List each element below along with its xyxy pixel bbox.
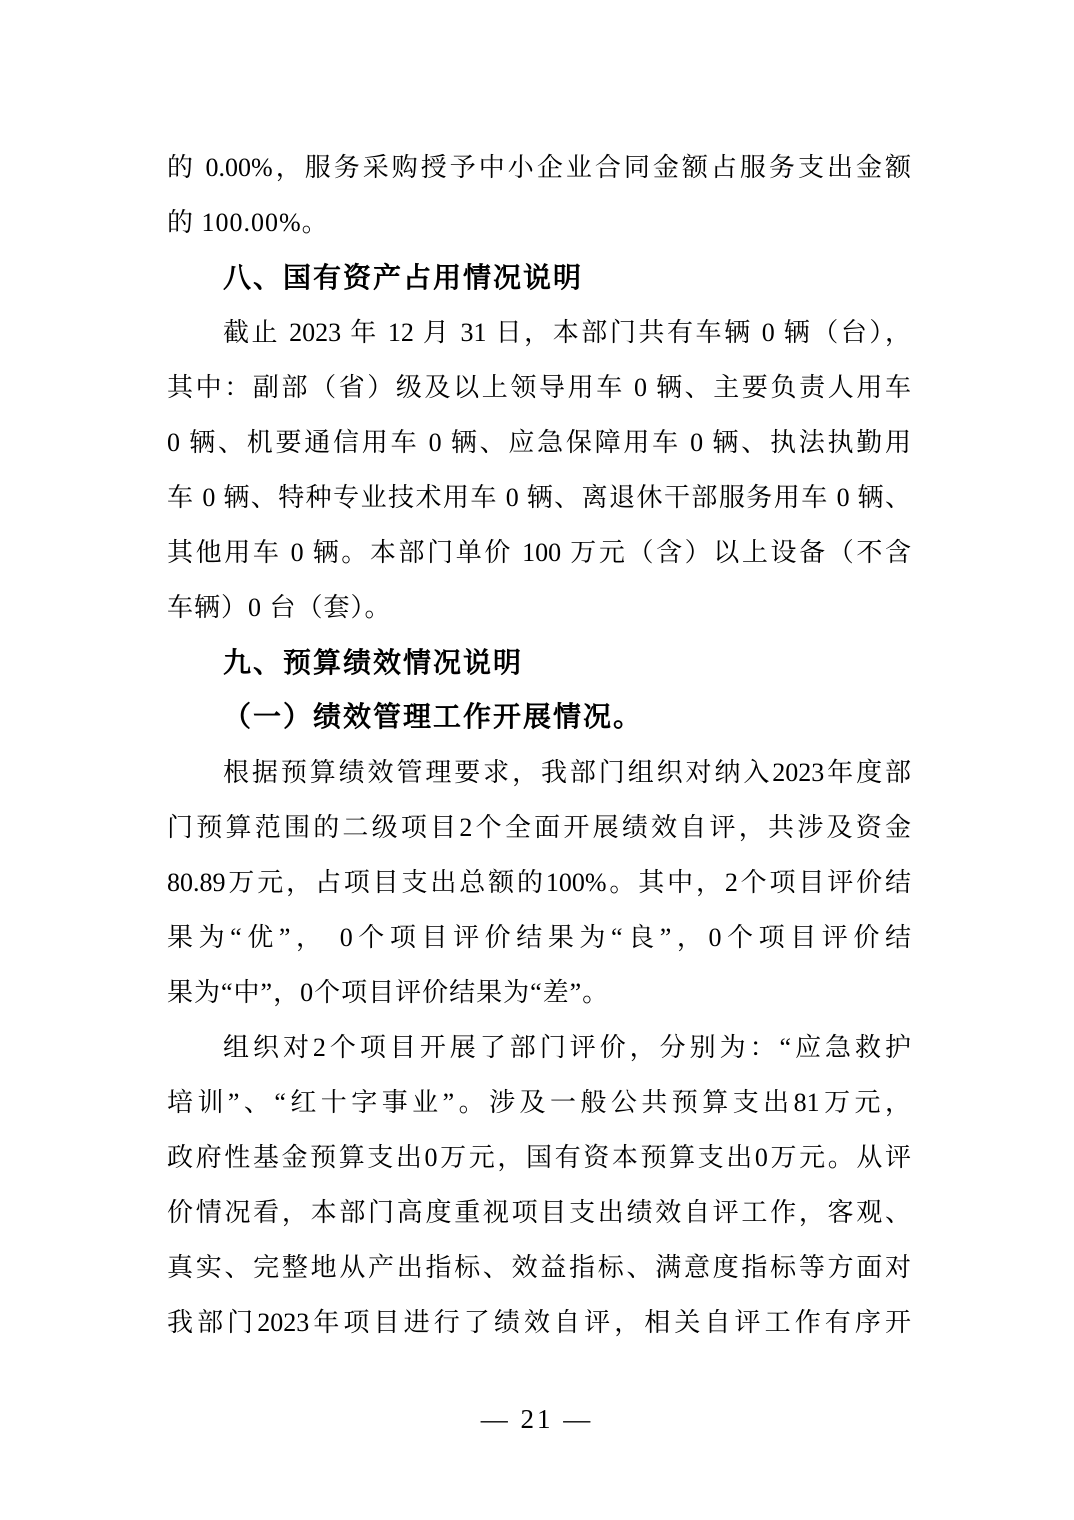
body-text-line: 根据预算绩效管理要求，我部门组织对纳入2023年度部 <box>223 758 911 787</box>
document-body <box>167 140 911 1350</box>
body-text-line: 果为“优”， 0个项目评价结果为“良”，0个项目评价结 <box>167 923 911 952</box>
body-text-line: 真实、完整地从产出指标、效益指标、满意度指标等方面对 <box>167 1253 911 1282</box>
body-text-line: 的 0.00%，服务采购授予中小企业合同金额占服务支出金额 <box>167 153 911 182</box>
body-text-line: 门预算范围的二级项目2个全面开展绩效自评，共涉及资金 <box>167 813 911 842</box>
heading-budget-performance: 九、预算绩效情况说明 <box>223 647 524 678</box>
body-text-line: 其中：副部（省）级及以上领导用车 0 辆、主要负责人用车 <box>167 373 911 402</box>
subheading-performance-mgmt: （一）绩效管理工作开展情况。 <box>223 702 644 733</box>
heading-state-assets-section: 八、国有资产占用情况说明 <box>223 262 584 293</box>
body-text-line: 其他用车 0 辆。本部门单价 100 万元（含）以上设备（不含 <box>167 538 911 567</box>
body-text-line: 车 0 辆、特种专业技术用车 0 辆、离退休干部服务用车 0 辆、 <box>167 483 911 512</box>
body-text-line: 截止 2023 年 12 月 31 日，本部门共有车辆 0 辆（台）， <box>223 318 911 347</box>
body-text-line: 培训”、“红十字事业”。涉及一般公共预算支出81万元， <box>167 1088 911 1117</box>
body-text-line: 的 100.00%。 <box>167 208 329 237</box>
body-text-line: 80.89万元，占项目支出总额的100%。其中，2个项目评价结 <box>167 868 911 897</box>
body-text-line: 车辆）0 台（套）。 <box>167 593 392 622</box>
page-number: — 21 — <box>480 1404 594 1434</box>
body-text-line: 价情况看，本部门高度重视项目支出绩效自评工作，客观、 <box>167 1198 911 1227</box>
body-text-line: 0 辆、机要通信用车 0 辆、应急保障用车 0 辆、执法执勤用 <box>167 428 911 457</box>
body-text-line: 组织对2个项目开展了部门评价，分别为：“应急救护 <box>223 1033 911 1062</box>
body-text-line: 果为“中”，0个项目评价结果为“差”。 <box>167 978 610 1007</box>
body-text-line: 政府性基金预算支出0万元，国有资本预算支出0万元。从评 <box>167 1143 911 1172</box>
body-text-line: 我部门2023年项目进行了绩效自评，相关自评工作有序开 <box>167 1308 911 1337</box>
page-footer <box>0 1404 1074 1435</box>
